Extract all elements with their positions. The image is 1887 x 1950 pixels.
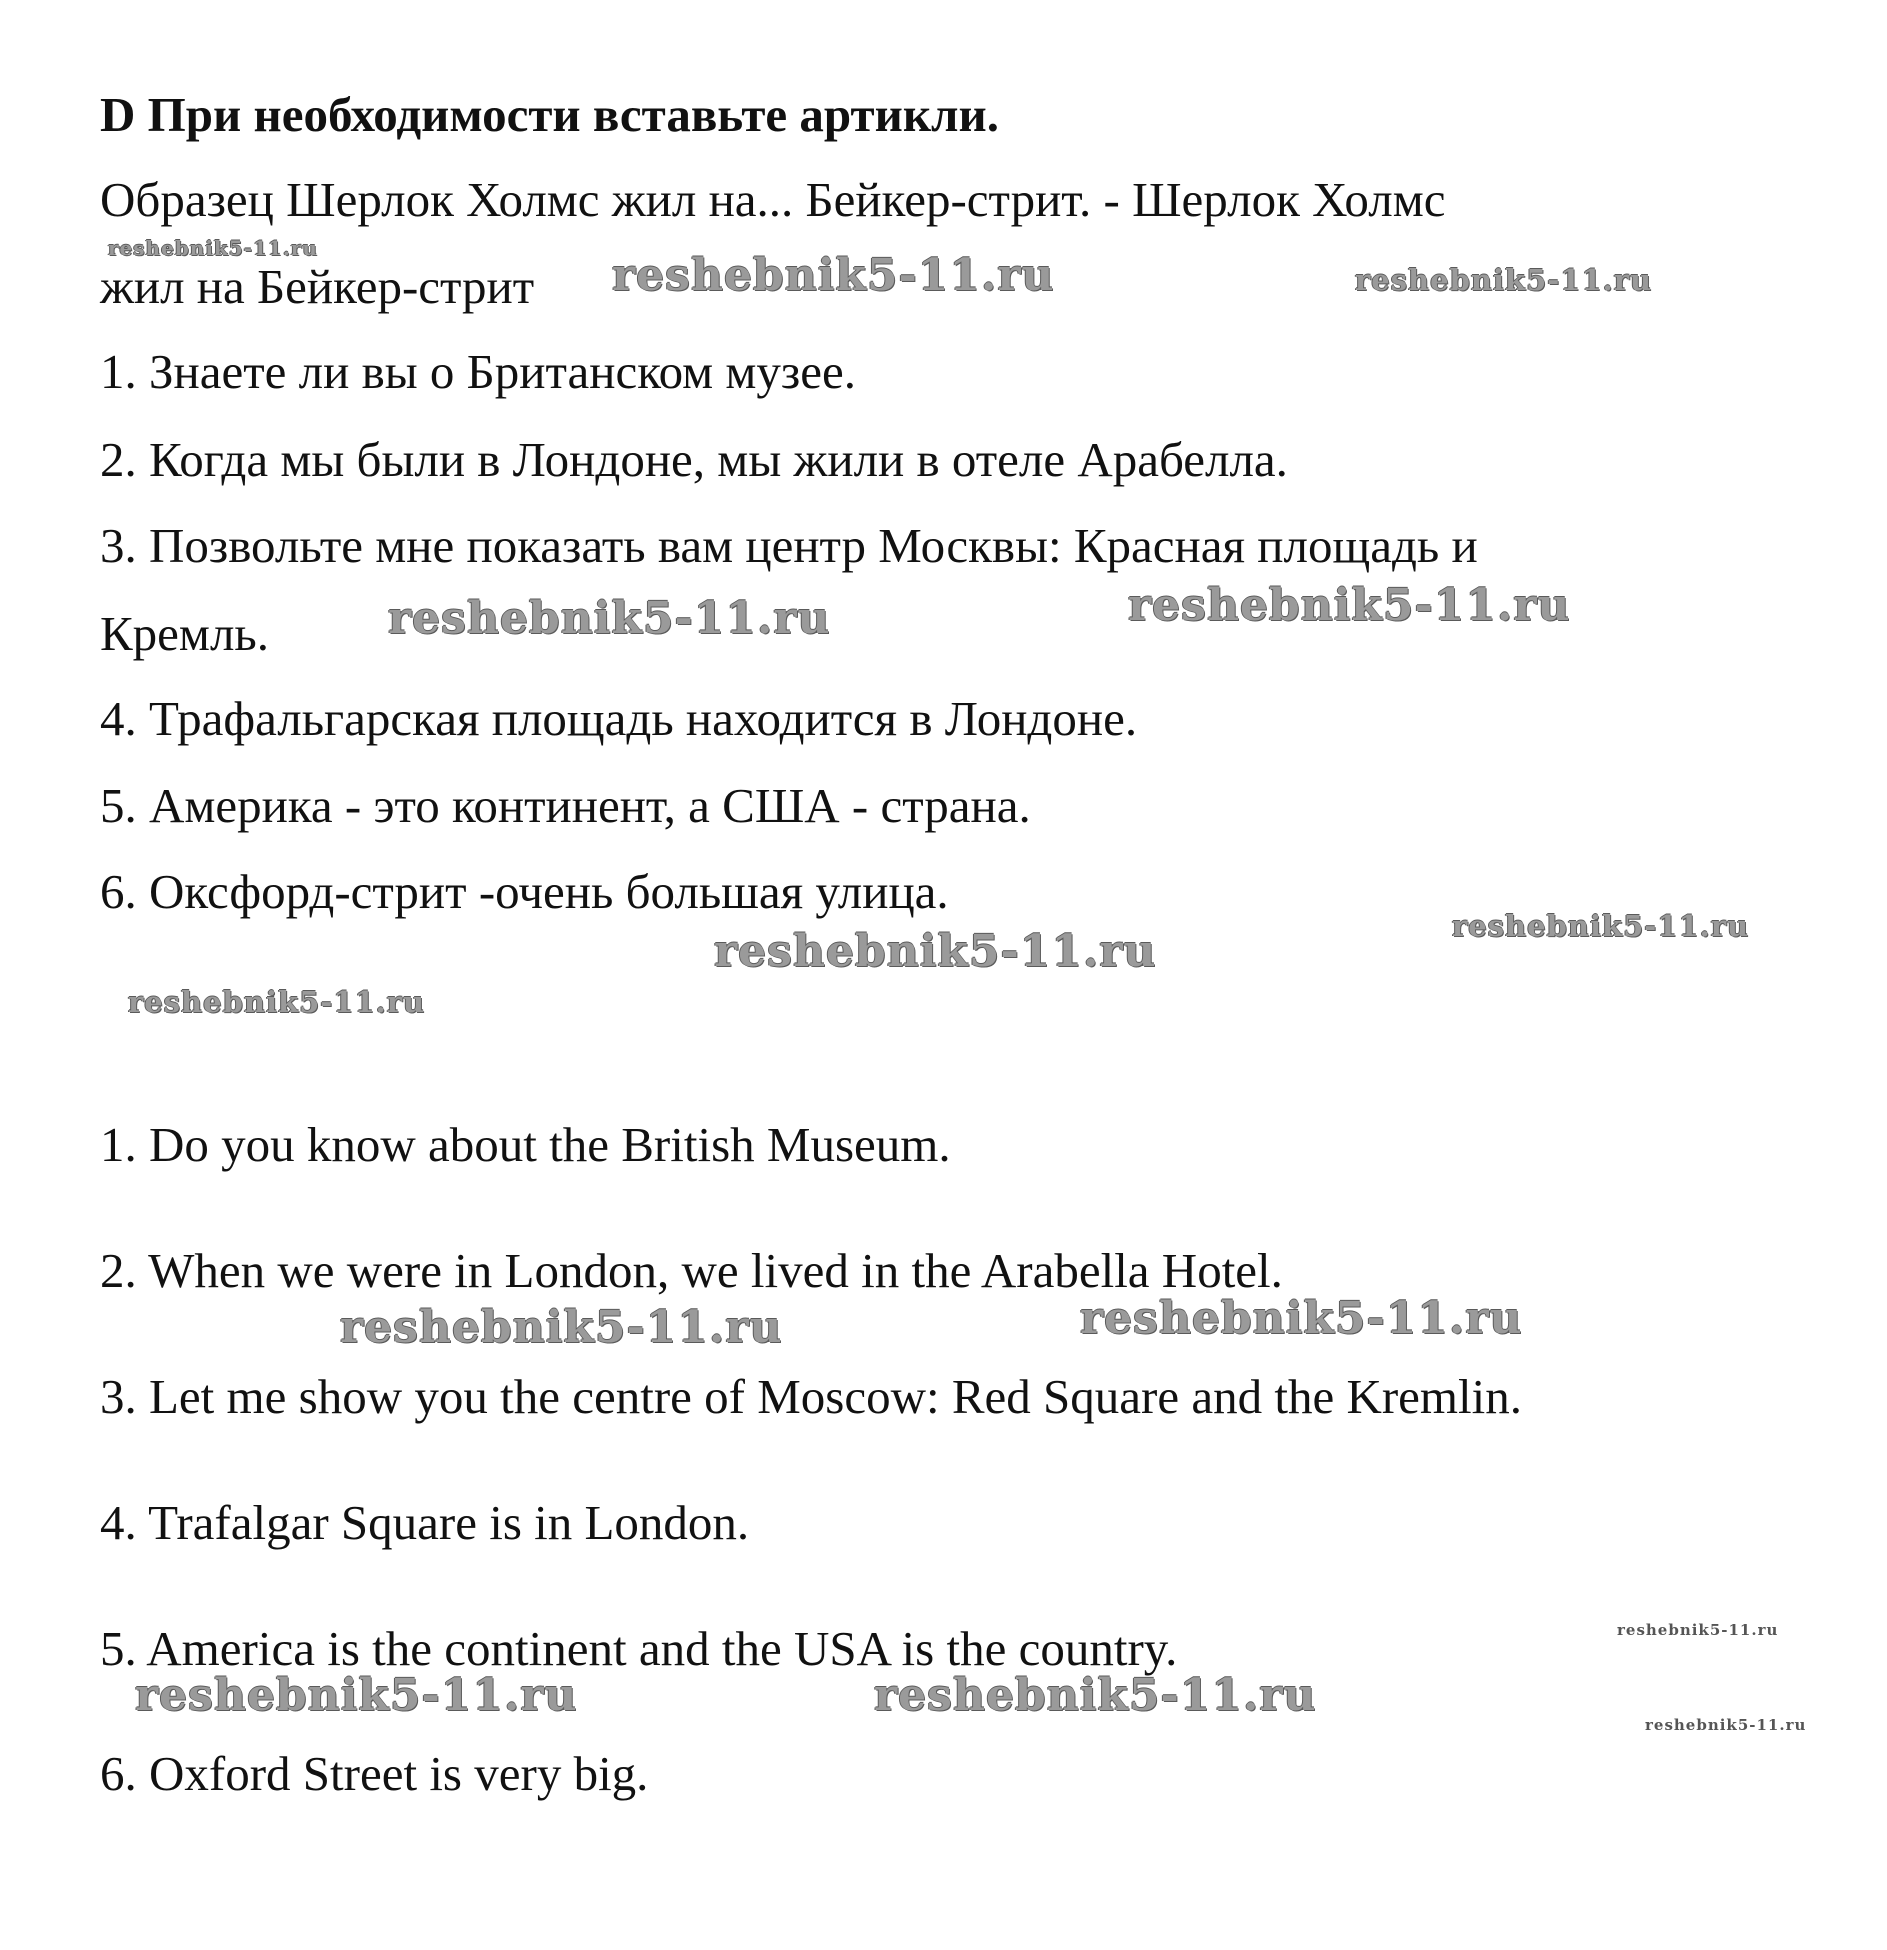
watermark: reshebnik5-11.ru xyxy=(1617,1621,1779,1639)
russian-sentence-1: 1. Знаете ли вы о Британском музее. xyxy=(100,344,857,399)
watermark: reshebnik5-11.ru xyxy=(1645,1716,1807,1734)
russian-sentence-5: 5. Америка - это континент, а США - страна. xyxy=(100,778,1031,833)
russian-sentence-4: 4. Трафальгарская площадь находится в Лондоне. xyxy=(100,691,1138,746)
english-sentence-2: 2. When we were in London, we lived in the Arabella Hotel. xyxy=(100,1243,1283,1298)
watermark: reshebnik5-11.ru xyxy=(1355,263,1653,297)
english-sentence-5: 5. America is the continent and the USA is the country. xyxy=(100,1621,1178,1676)
watermark: reshebnik5-11.ru xyxy=(135,1670,578,1721)
russian-sentence-3-continued: Кремль. xyxy=(100,606,269,661)
english-sentence-3: 3. Let me show you the centre of Moscow: Red Square and the Kremlin. xyxy=(100,1369,1523,1424)
example-line-1: Образец Шерлок Холмс жил на... Бейкер-стрит. - Шерлок Холмс xyxy=(100,172,1446,227)
watermark: reshebnik5-11.ru xyxy=(714,926,1157,977)
russian-sentence-6: 6. Оксфорд-стрит -очень большая улица. xyxy=(100,864,949,919)
watermark: reshebnik5-11.ru xyxy=(108,236,318,260)
watermark: reshebnik5-11.ru xyxy=(1452,909,1750,943)
watermark: reshebnik5-11.ru xyxy=(1128,580,1571,631)
watermark: reshebnik5-11.ru xyxy=(1080,1293,1523,1344)
russian-sentence-3: 3. Позвольте мне показать вам центр Москвы: Красная площадь и xyxy=(100,518,1478,573)
watermark: reshebnik5-11.ru xyxy=(874,1670,1317,1721)
example-line-2: жил на Бейкер-стрит xyxy=(100,259,535,314)
watermark: reshebnik5-11.ru xyxy=(340,1302,783,1353)
english-sentence-6: 6. Oxford Street is very big. xyxy=(100,1746,649,1801)
watermark: reshebnik5-11.ru xyxy=(388,593,831,644)
english-sentence-1: 1. Do you know about the British Museum. xyxy=(100,1117,951,1172)
watermark: reshebnik5-11.ru xyxy=(612,250,1055,301)
english-sentence-4: 4. Trafalgar Square is in London. xyxy=(100,1495,750,1550)
heading: D При необходимости вставьте артикли. xyxy=(100,87,1000,142)
russian-sentence-2: 2. Когда мы были в Лондоне, мы жили в отеле Арабелла. xyxy=(100,432,1288,487)
watermark: reshebnik5-11.ru xyxy=(128,985,426,1019)
